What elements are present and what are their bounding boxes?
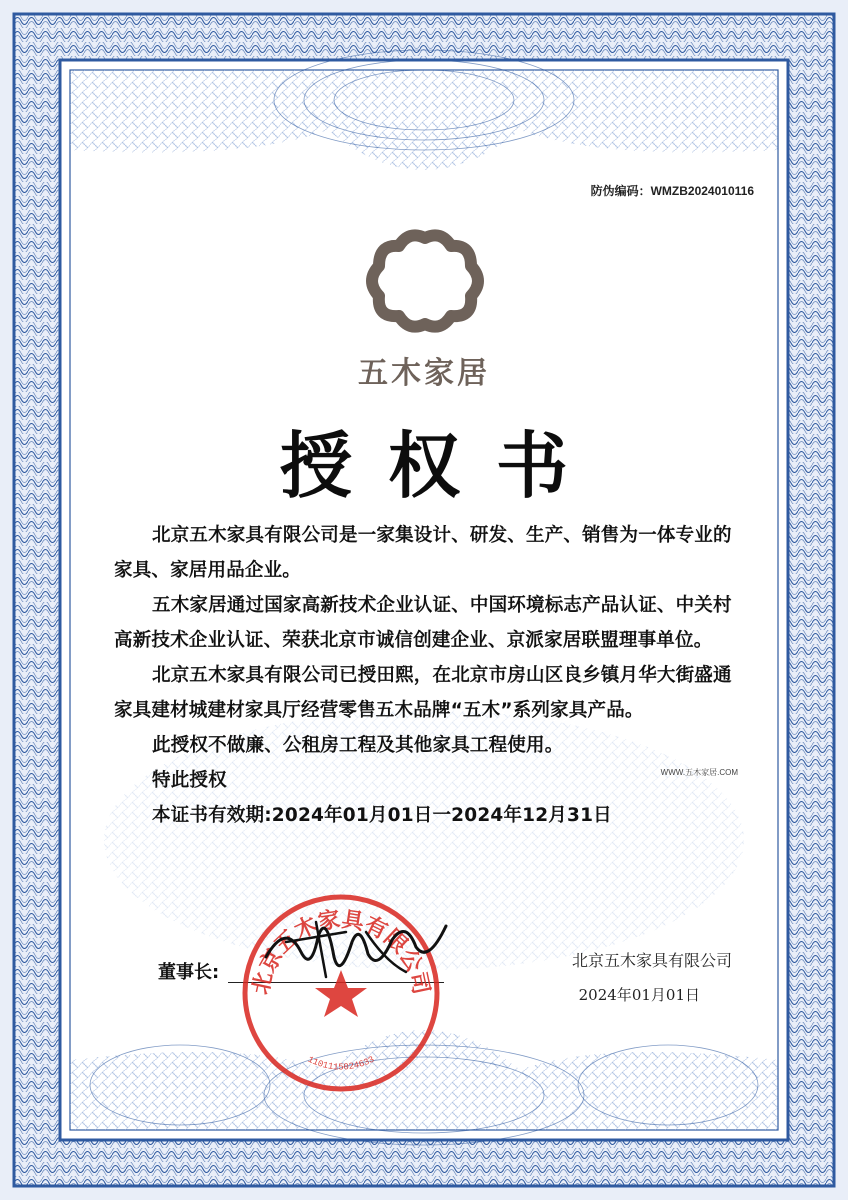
sign-date: 2024年01月01日 bbox=[578, 986, 700, 1004]
paragraph-restriction: 此授权不做廉、公租房工程及其他家具工程使用。 bbox=[152, 735, 564, 756]
paragraph-authorization: 北京五木家具有限公司已授田熙，在北京市房山区良乡镇月华大街盛通家具建材城建材家具厅经营零售五木品牌“五木”系列家具产品。 bbox=[114, 665, 732, 721]
paragraph-company-intro: 北京五木家具有限公司是一家集设计、研发、生产、销售为一体专业的家具、家居用品企业。 bbox=[114, 525, 732, 581]
chairman-label: 董事长: bbox=[158, 962, 220, 983]
anti-counterfeit-code: 防伪编码：WMZB2024010116 bbox=[590, 184, 754, 198]
paragraph-certifications: 五木家居通过国家高新技术企业认证、中国环境标志产品认证、中关村高新技术企业认证、荣获北京市诚信创建企业、京派家居联盟理事单位。 bbox=[114, 595, 732, 651]
svg-text:1101115024633 bbox=[306, 1055, 376, 1073]
website-url: WWW.五木家居.COM bbox=[660, 768, 738, 777]
paragraph-validity: 本证书有效期:2024年01月01日一2024年12月31日 bbox=[152, 805, 612, 826]
company-logo-icon bbox=[355, 226, 495, 336]
paragraph-hereby: 特此授权 bbox=[152, 770, 227, 791]
company-signature: 北京五木家具有限公司 bbox=[571, 951, 732, 970]
seal-text: 北京五木家具有限公司 bbox=[247, 906, 435, 997]
certificate-content bbox=[70, 70, 778, 1130]
brand-name: 五木家居 bbox=[358, 356, 490, 391]
chairman-signature bbox=[256, 902, 456, 992]
certificate-body bbox=[114, 518, 746, 833]
seal-number: 1101115024633 bbox=[305, 1054, 377, 1073]
document-title: 授权书 bbox=[279, 423, 604, 508]
